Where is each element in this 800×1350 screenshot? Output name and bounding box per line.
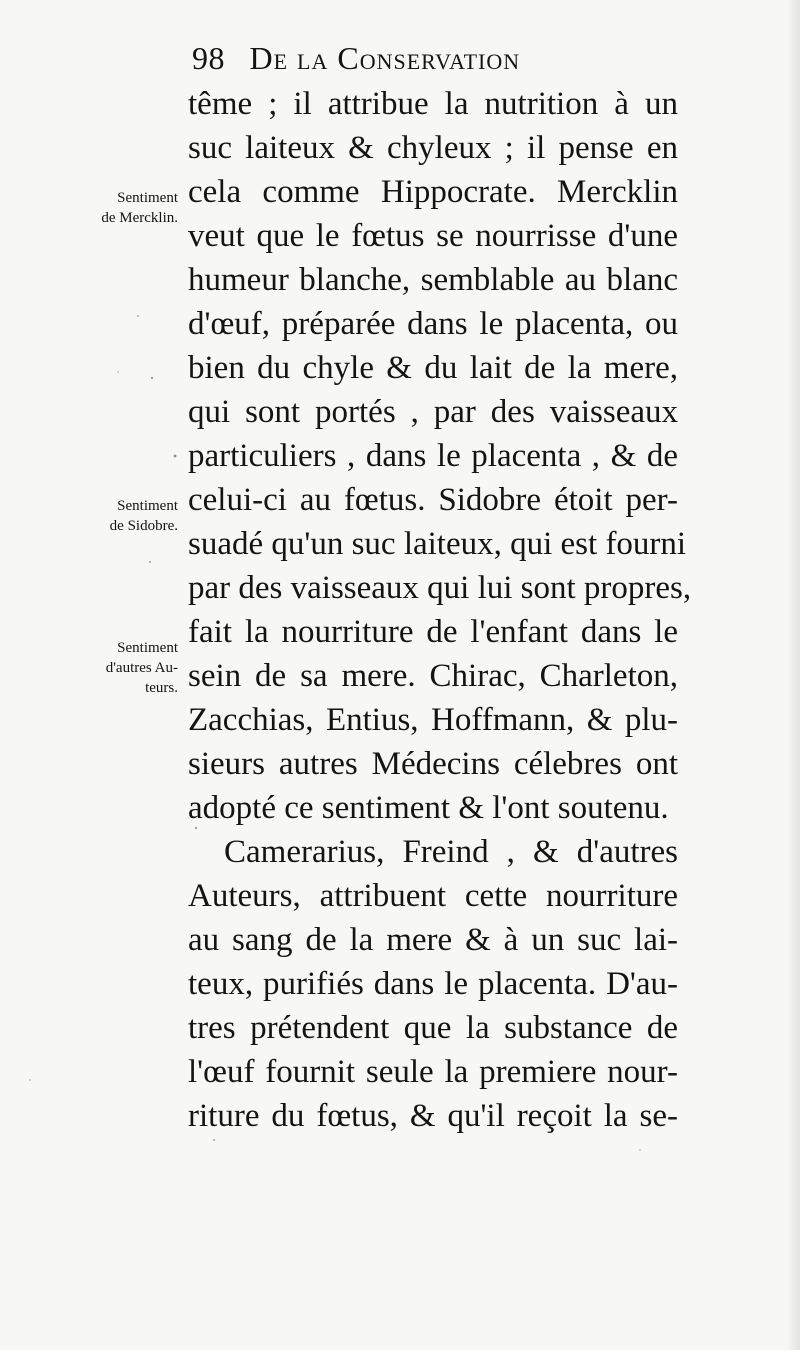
text-line: Auteurs, attribuent cette nourriture [188,878,678,914]
page-number: 98 [192,40,225,76]
text-line: tême ; il attribue la nutrition à un [188,86,678,122]
text-line: veut que le fœtus se nourrisse d'une [188,218,678,254]
text-line: qui sont portés , par des vaisseaux [188,394,678,430]
text-line: par des vaisseaux qui lui sont propres, [188,570,692,606]
margin-note-line: teurs. [145,680,178,696]
text-line: sein de sa mere. Chirac, Charleton, [188,658,678,694]
margin-note-line: Sentiment [117,498,178,514]
text-line: au sang de la mere & à un suc lai- [188,922,678,958]
text-line: teux, purifiés dans le placenta. D'au- [188,966,678,1002]
text-line: suc laiteux & chyleux ; il pense en [188,130,678,166]
text-line: celui-ci au fœtus. Sidobre étoit per- [188,482,678,518]
margin-note-line: Sentiment [117,190,178,206]
text-line: fait la nourriture de l'enfant dans le [188,614,678,650]
text-line: humeur blanche, semblable au blanc [188,262,678,298]
text-line: tres prétendent que la substance de [188,1010,678,1046]
margin-note-line: Sentiment [117,640,178,656]
text-line: riture du fœtus, & qu'il reçoit la se- [188,1098,678,1134]
text-line: particuliers , dans le placenta , & de [188,438,678,474]
text-line: sieurs autres Médecins célebres ont [188,746,678,782]
running-title: De la Conservation [249,40,521,76]
text-line: d'œuf, préparée dans le placenta, ou [188,306,678,342]
text-line: bien du chyle & du lait de la mere, [188,350,678,386]
text-line: suadé qu'un suc laiteux, qui est fourni [188,526,687,562]
margin-note-line: d'autres Au- [105,660,178,676]
text-line: Zacchias, Entius, Hoffmann, & plu- [188,702,678,738]
text-line: cela comme Hippocrate. Mercklin [188,174,678,210]
text-line: Camerarius, Freind , & d'autres [224,834,678,870]
text-line: adopté ce sentiment & l'ont soutenu. [188,790,669,826]
margin-note-line: de Sidobre. [109,518,178,534]
margin-note-line: de Mercklin. [101,210,178,226]
text-line: l'œuf fournit seule la premiere nour- [188,1054,678,1090]
